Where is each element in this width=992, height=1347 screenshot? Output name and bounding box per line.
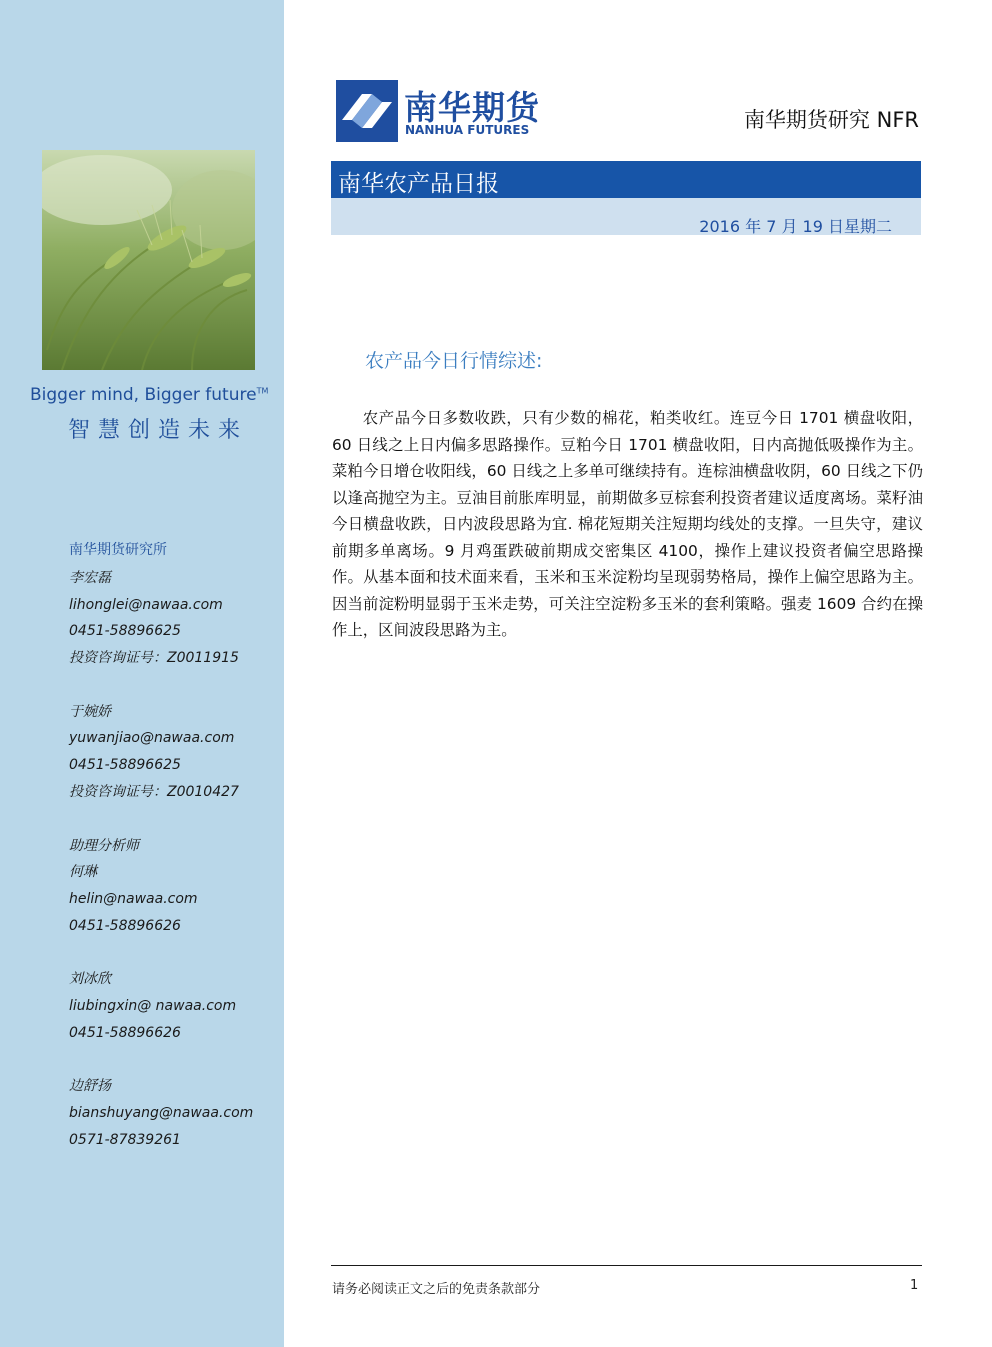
analyst-email: lihonglei@nawaa.com: [69, 596, 223, 613]
analyst-email: liubingxin@ nawaa.com: [69, 997, 237, 1014]
report-date: 2016 年 7 月 19 日星期二: [699, 217, 892, 236]
wheat-photo: [42, 150, 255, 370]
institute-name: 南华期货研究所: [69, 542, 167, 558]
analyst-name: 何琳: [69, 864, 97, 881]
analyst-phone: 0571-87839261: [69, 1131, 181, 1148]
trademark-mark: TM: [256, 386, 269, 396]
analyst-name: 李宏磊: [69, 570, 111, 586]
analyst-license: 投资咨询证号：Z0011915: [69, 650, 239, 667]
analyst-name: 边舒扬: [69, 1078, 111, 1095]
analyst-email: bianshuyang@nawaa.com: [69, 1105, 254, 1121]
report-title: 南华农产品日报: [338, 171, 499, 197]
slogan-cn: 智慧创造未来: [68, 418, 249, 443]
footer-divider: [331, 1265, 922, 1266]
market-summary-paragraph: 农产品今日多数收跌，只有少数的棉花，粕类收红。连豆今日 1701 横盘收阳，60 日线之上日内偏多思路操作。豆粕今日 1701 横盘收阳，日内高抛低吸操作为主。菜粕今日增仓收阳线，60 日线之上多单可继续持有。连棕油横盘收阴，60 日线之下仍以逢高抛空为主。豆油目前胀库明显，前期做多豆棕套利投资者建议适度离场。菜籽油今日横盘收跌，日内波段思路为宜. 棉花短期关注短期均线处的支撑。一旦失守，建议前期多单离场。9 月鸡蛋跌破前期成交密集区 4100，操作上建议投资者偏空思路操作。从基本面和技术面来看，玉米和玉米淀粉均呈现弱势格局，操作上偏空思路为主。因当前淀粉明显弱于玉米走势，可关注空淀粉多玉米的套利策略。强麦 1609 合约在操作上，区间波段思路为主。: [332, 409, 923, 639]
analyst-email: helin@nawaa.com: [69, 890, 198, 907]
contact-list: [69, 540, 279, 1156]
analyst-phone: 0451-58896625: [69, 757, 181, 774]
analyst-phone: 0451-58896625: [69, 623, 181, 640]
date-bar: [331, 198, 921, 235]
footer-disclaimer: 请务必阅读正文之后的免责条款部分: [332, 1282, 541, 1297]
report-title-banner: [331, 161, 921, 198]
analyst-phone: 0451-58896626: [69, 1024, 181, 1041]
logo-text-en: NANHUA FUTURES: [405, 123, 530, 137]
slogan-en: Bigger mind, Bigger future™: [30, 385, 269, 405]
logo-text-cn: 南华期货: [404, 88, 540, 127]
section-heading: 农产品今日行情综述:: [365, 350, 543, 372]
analyst-name: 刘冰欣: [69, 971, 111, 988]
page-number: 1: [910, 1278, 919, 1293]
report-series-title: 南华期货研究 NFR: [743, 108, 919, 132]
wheat-photo-image: [42, 150, 255, 370]
analyst-email: yuwanjiao@nawaa.com: [69, 730, 235, 747]
nanhua-logo-icon: [336, 80, 398, 142]
analyst-name: 于婉娇: [69, 703, 111, 720]
assistant-role: 助理分析师: [69, 837, 139, 854]
analyst-license: 投资咨询证号：Z0010427: [69, 783, 239, 800]
sidebar: [0, 0, 284, 1347]
company-logo: [336, 80, 566, 142]
analyst-phone: 0451-58896626: [69, 917, 181, 934]
